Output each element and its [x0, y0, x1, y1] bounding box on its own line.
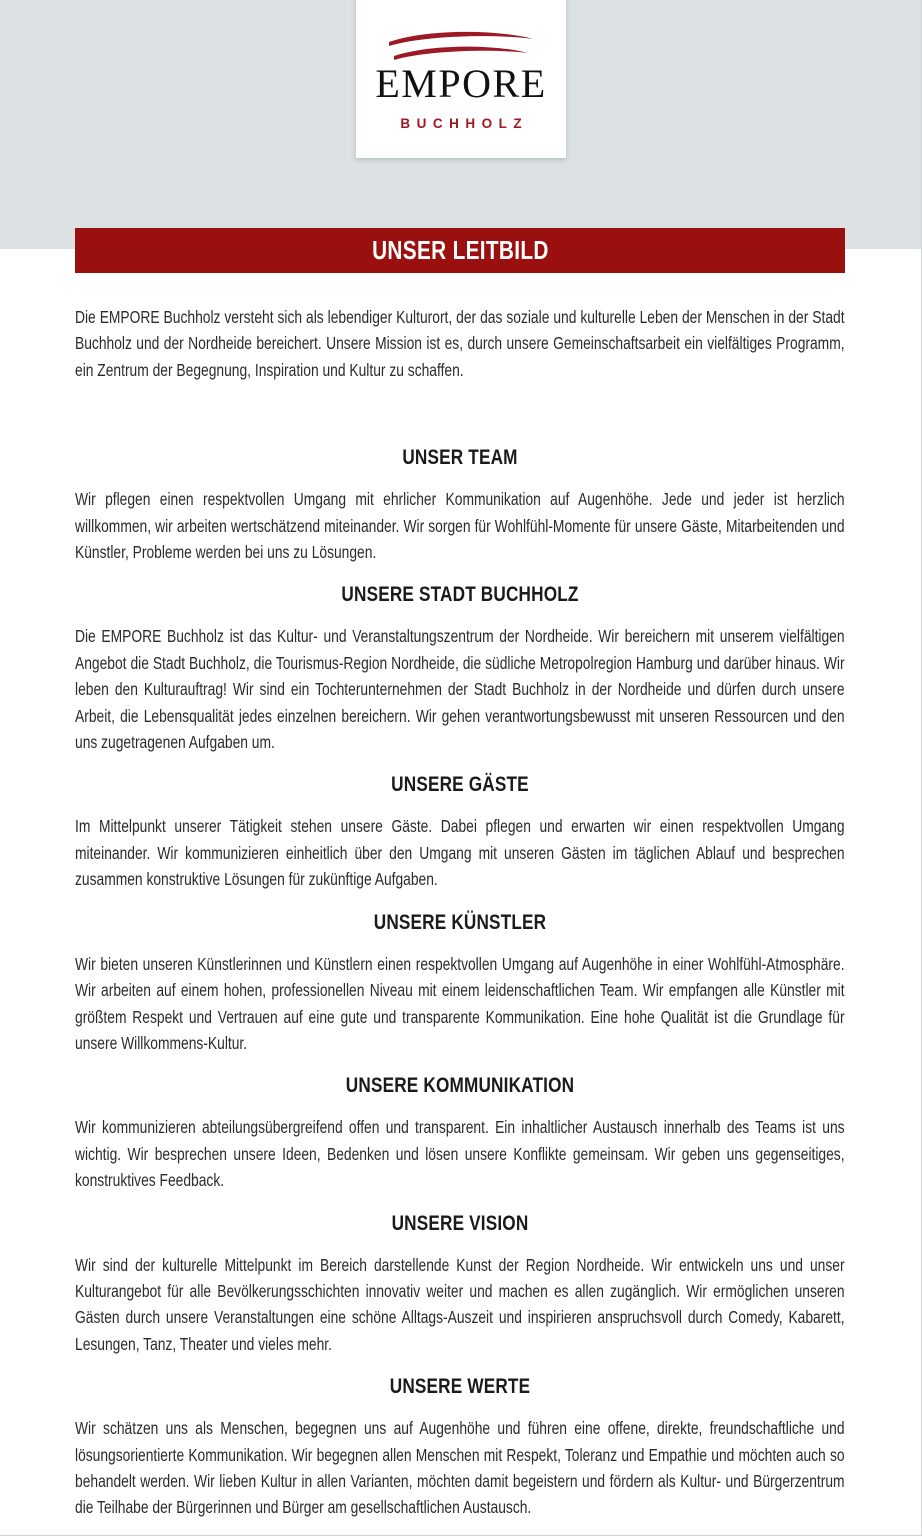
header-band	[0, 0, 922, 249]
spacer	[75, 1236, 845, 1252]
spacer	[75, 1399, 845, 1415]
section-unser-team	[75, 445, 845, 565]
spacer	[75, 1098, 845, 1114]
page-title-banner	[75, 228, 845, 273]
section-unsere-stadt-buchholz	[75, 582, 845, 755]
section-heading: UNSERE KÜNSTLER	[373, 909, 547, 934]
section-unsere-kommunikation	[75, 1073, 845, 1193]
section-unsere-kuenstler	[75, 910, 845, 1057]
section-heading: UNSERE KOMMUNIKATION	[345, 1073, 575, 1098]
spacer	[75, 893, 845, 910]
logo-card	[356, 0, 566, 158]
spacer	[75, 1194, 845, 1211]
spacer	[75, 607, 845, 623]
spacer	[75, 935, 845, 951]
section-body: Wir bieten unseren Künstlerinnen und Künstlern einen respektvollen Umgang auf Augenhöhe in einer Wohlfühl-Atmosphäre. Wir arbeiten auf einem hohen, professionellen Niveau mit einem leidenschaftlichen Team. Wir empfangen alle Künstler mit größtem Respekt und Vertrauen auf eine gute und transparente Kommunikation. Eine hohe Qualität ist die Grundlage für unsere Willkommens-Kultur.	[75, 953, 845, 1053]
spacer	[75, 383, 845, 445]
section-body: Die EMPORE Buchholz ist das Kultur- und Veranstaltungszentrum der Nordheide. Wir bereichern mit unserem vielfältigen Angebot die Stadt Buchholz, die Tourismus-Region Nordheide, die südliche Metropolregion Hamburg und darüber hinaus. Wir leben den Kulturauftrag! Wir sind ein Tochterunternehmen der Stadt Buchholz in der Nordheide und dürfen durch unsere Arbeit, die Lebensqualität jedes einzelnen bereichern. Wir gehen verantwortungsbewusst mit unseren Ressourcen und den uns zugetragenen Aufgaben um.	[75, 626, 845, 753]
spacer	[75, 797, 845, 813]
intro-paragraph: Die EMPORE Buchholz versteht sich als lebendiger Kulturort, der das soziale und kulturelle Leben der Menschen in der Stadt Buchholz und der Nordheide bereichert. Unsere Mission ist es, durch unsere Gemeinschaftsarbeit ein vielfältiges Programm, ein Zentrum der Begegnung, Inspiration und Kultur zu schaffen.	[75, 307, 845, 380]
spacer	[75, 565, 845, 582]
section-unsere-vision	[75, 1211, 845, 1358]
section-heading: UNSER TEAM	[402, 445, 518, 470]
section-body: Wir schätzen uns als Menschen, begegnen uns auf Augenhöhe und führen eine offene, direkte, freundschaftliche und lösungsorientierte Kommunikation. Wir begegnen allen Menschen mit Respekt, Toleranz und Empathie und möchten auch so behandelt werden. Wir lieben Kultur in allen Varianten, möchten damit begeistern und fördern als Kultur- und Bürgerzentrum die Teilhabe der Bürgerinnen und Bürger am gesellschaftlichen Austausch.	[75, 1418, 845, 1518]
section-heading: UNSERE STADT BUCHHOLZ	[341, 582, 579, 607]
spacer	[75, 470, 845, 486]
swoosh-icon	[386, 29, 536, 63]
spacer	[75, 1357, 845, 1374]
brand-wordmark: EMPORE	[375, 61, 547, 106]
section-unsere-werte	[75, 1374, 845, 1521]
spacer	[75, 1056, 845, 1073]
section-body: Wir sind der kulturelle Mittelpunkt im Bereich darstellende Kunst der Region Nordheide. Wir entwickeln uns und unser Kulturangebot für alle Bevölkerungsschichten innovativ weiter und machen es allen zugänglich. Wir ermöglichen unseren Gästen durch unsere Veranstaltungen eine schöne Alltags-Auszeit und inspirieren anspruchsvoll durch Comedy, Kabarett, Lesungen, Tanz, Theater und vieles mehr.	[75, 1254, 845, 1354]
section-heading: UNSERE VISION	[391, 1210, 529, 1235]
section-body: Wir pflegen einen respektvollen Umgang mit ehrlicher Kommunikation auf Augenhöhe. Jede und jeder ist herzlich willkommen, wir arbeiten wertschätzend miteinander. Wir sorgen für Wohlfühl-Momente für unsere Gäste, Mitarbeitenden und Künstler, Probleme werden bei uns zu Lösungen.	[75, 489, 845, 563]
document-content	[75, 304, 845, 1521]
section-heading: UNSERE GÄSTE	[391, 772, 529, 797]
section-heading: UNSERE WERTE	[389, 1374, 531, 1399]
spacer	[75, 755, 845, 772]
section-body: Im Mittelpunkt unserer Tätigkeit stehen unsere Gäste. Dabei pflegen und erwarten wir einen respektvollen Umgang miteinander. Wir kommunizieren einheitlich über den Umgang mit unseren Gästen im täglichen Ablauf und besprechen zusammen konstruktive Lösungen für zukünftige Aufgaben.	[75, 816, 845, 890]
section-unsere-gaeste	[75, 772, 845, 892]
page-title: UNSER LEITBILD	[371, 235, 549, 265]
brand-sublabel: BUCHHOLZ	[400, 116, 529, 131]
section-body: Wir kommunizieren abteilungsübergreifend offen und transparent. Ein inhaltlicher Austausch innerhalb des Teams ist uns wichtig. Wir besprechen unsere Ideen, Bedenken und lösen unsere Konflikte gemeinsam. Wir geben uns gegenseitiges, konstruktives Feedback.	[75, 1117, 845, 1191]
logo-lockup	[375, 29, 546, 131]
